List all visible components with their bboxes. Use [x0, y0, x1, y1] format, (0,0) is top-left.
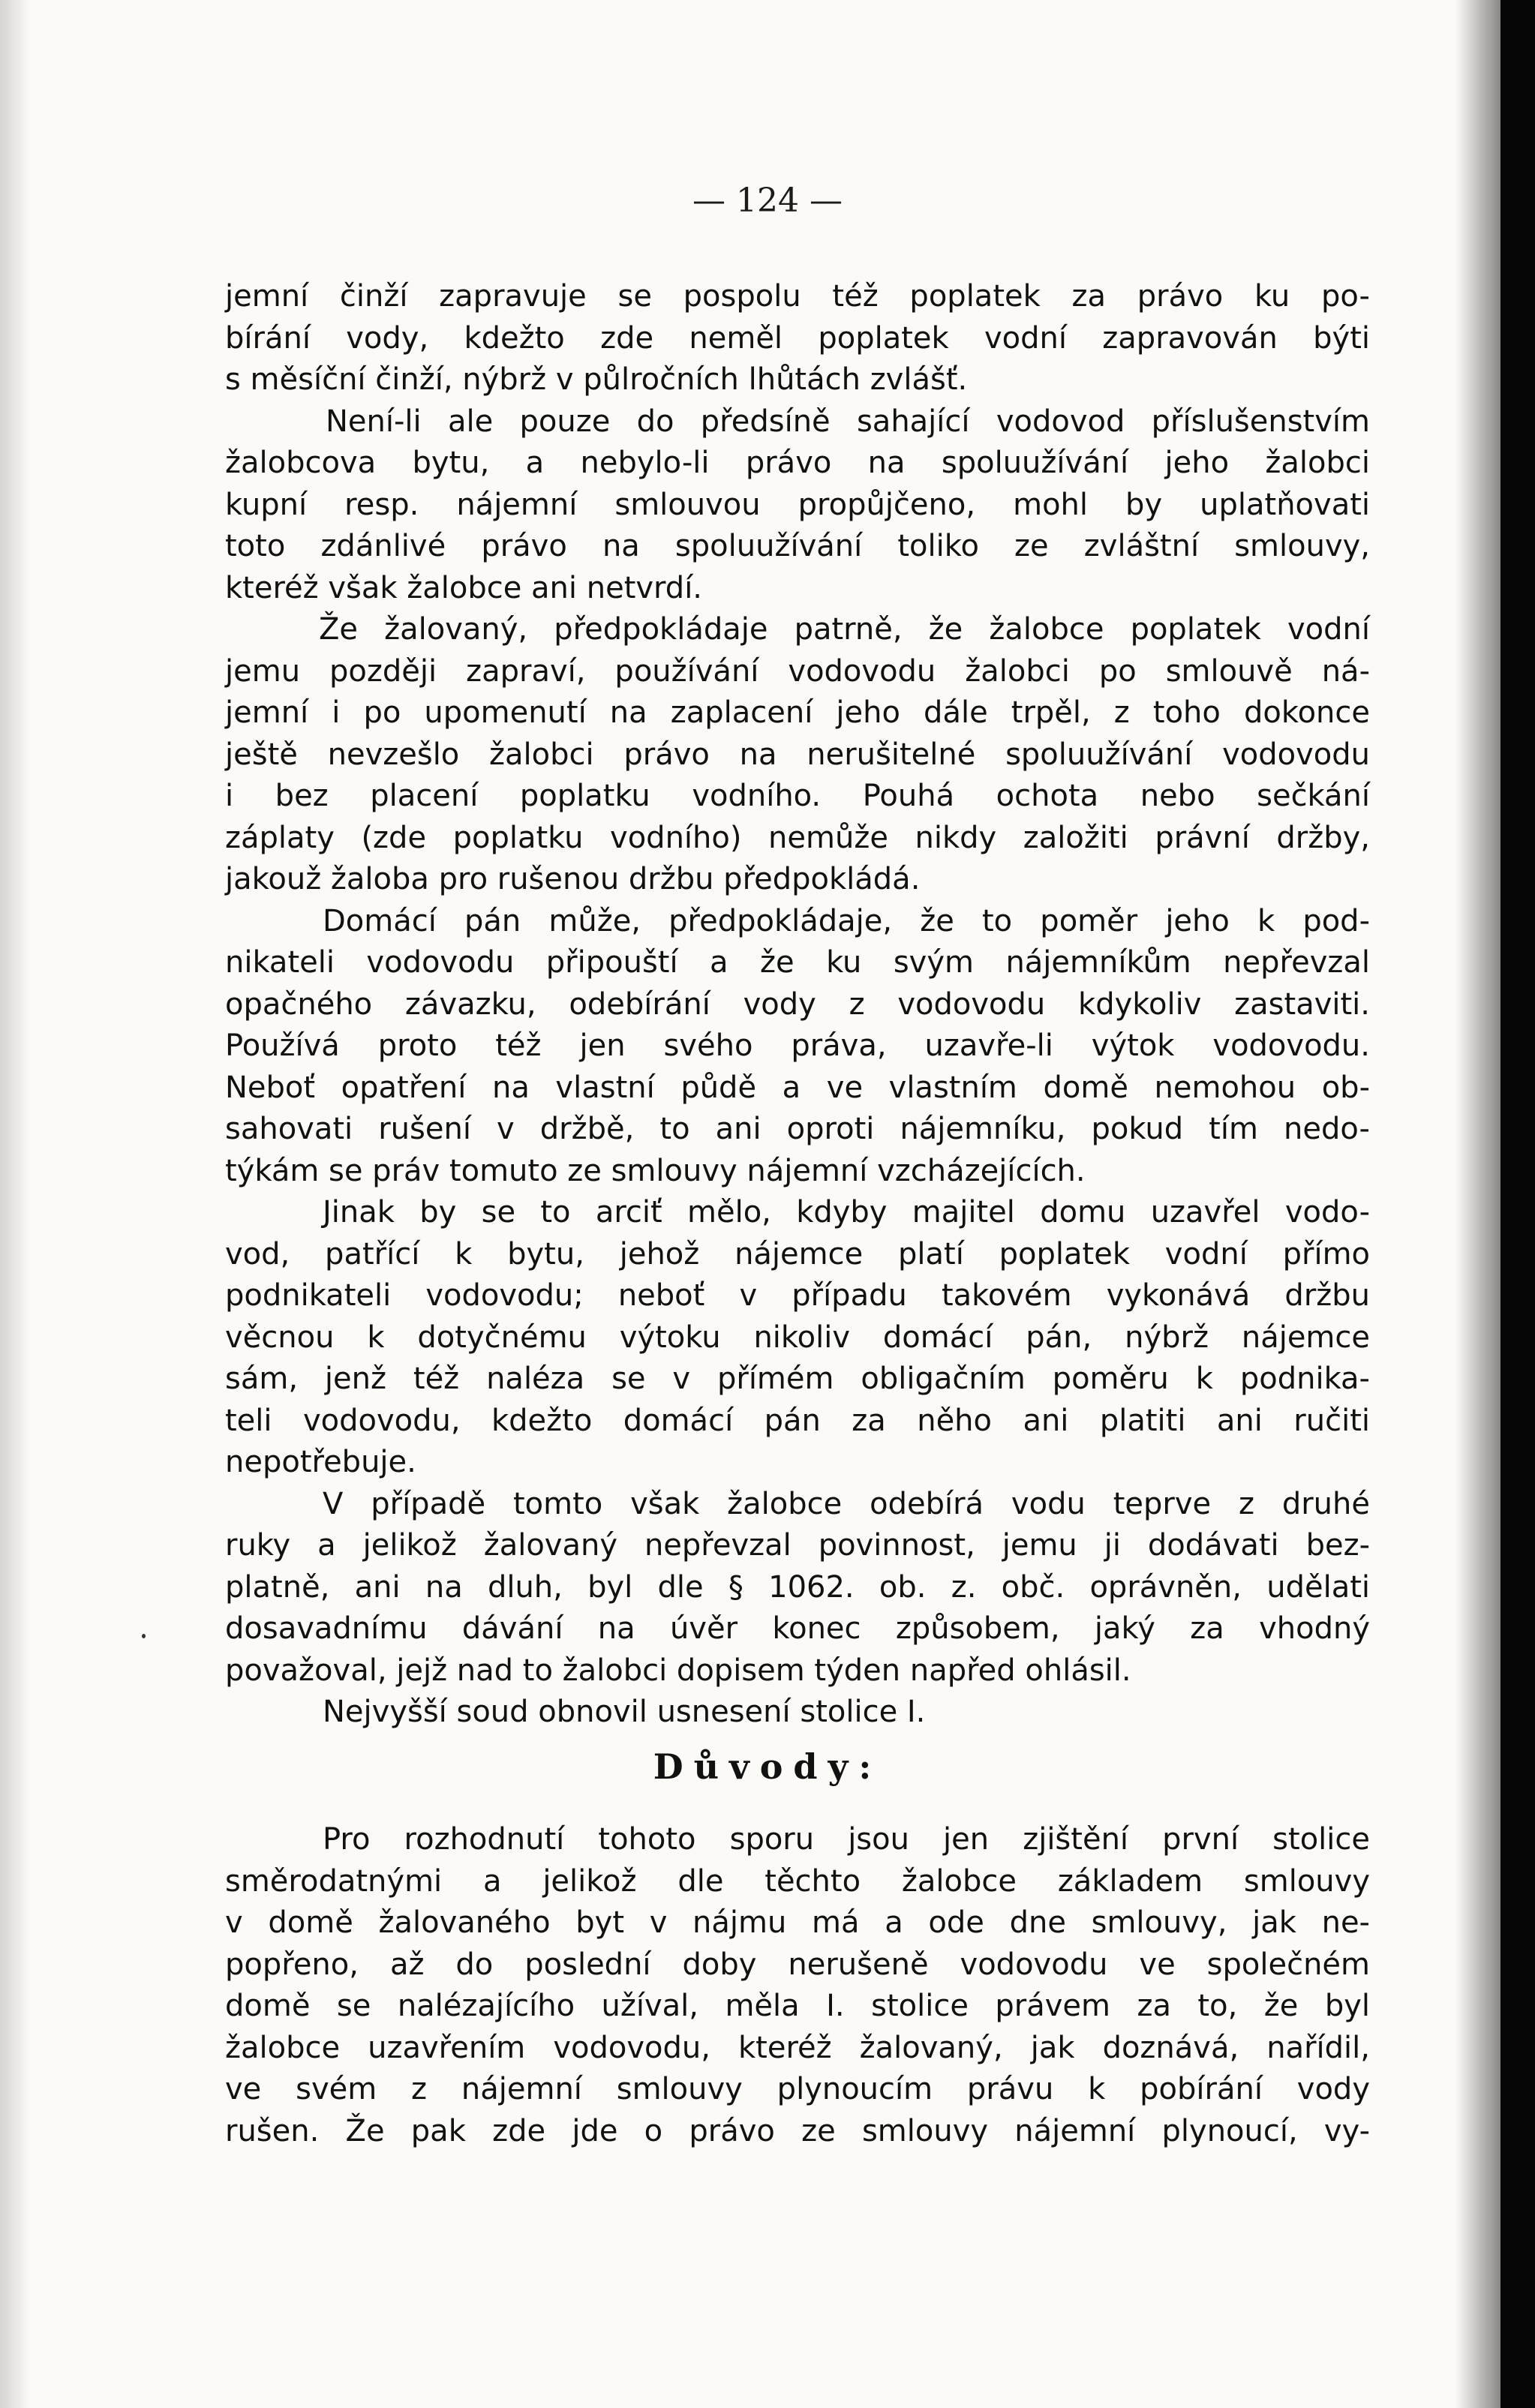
- text-line: týkám se práv tomuto ze smlouvy nájemní vzcházejících.: [225, 1153, 1086, 1188]
- page-gutter-shadow: [0, 0, 30, 2408]
- text-line: nepotřebuje.: [225, 1445, 416, 1479]
- text-line: Není-li ale pouze do předsíně sahající vodovod příslušenstvím: [326, 404, 1370, 439]
- text-line: Neboť opatření na vlastní půdě a ve vlastním domě nemohou ob-: [225, 1070, 1370, 1105]
- text-block-upper: [225, 276, 1370, 1734]
- scan-border: [1500, 0, 1535, 2408]
- text-line: nikateli vodovodu připouští a že ku svým nájemníkům nepřevzal: [225, 945, 1370, 980]
- text-line: Že žalovaný, předpokládaje patrně, že žalobce poplatek vodní: [319, 612, 1370, 647]
- text-line: domě se nalézajícího užíval, měla I. stolice právem za to, že byl: [225, 1989, 1370, 2023]
- text-line: toto zdánlivé právo na spoluužívání toliko ze zvláštní smlouvy,: [225, 529, 1370, 563]
- text-line: Pro rozhodnutí tohoto sporu jsou jen zjištění první stolice: [323, 1822, 1370, 1857]
- text-line: sám, jenž též naléza se v přímém obligačním poměru k podnika-: [225, 1362, 1370, 1396]
- page-number: — 124 —: [692, 182, 843, 220]
- text-line: popřeno, až do poslední doby nerušeně vodovodu ve společném: [225, 1947, 1370, 1982]
- text-line: teli vodovodu, kdežto domácí pán za něho ani platiti ani ručiti: [225, 1403, 1370, 1438]
- text-line: ruky a jelikož žalovaný nepřevzal povinnost, jemu ji dodávati bez-: [225, 1528, 1370, 1563]
- text-line: Domácí pán může, předpokládaje, že to poměr jeho k pod-: [323, 903, 1370, 938]
- text-line: i bez placení poplatku vodního. Pouhá ochota nebo sečkání: [225, 779, 1370, 813]
- text-line: ve svém z nájemní smlouvy plynoucím právu k pobírání vody: [225, 2072, 1370, 2106]
- text-line: žalobce uzavřením vodovodu, kteréž žalovaný, jak doznává, nařídil,: [225, 2030, 1370, 2065]
- text-line: dosavadnímu dávání na úvěr konec způsobem, jaký za vhodný: [225, 1611, 1370, 1646]
- ink-speck: [142, 1634, 146, 1638]
- page-edge-shadow: [1455, 0, 1500, 2408]
- text-line: sahovati rušení v držbě, to ani oproti nájemníku, pokud tím nedo-: [225, 1112, 1370, 1146]
- text-block-lower: [225, 1819, 1370, 2152]
- text-line: s měsíční činží, nýbrž v půlročních lhůtách zvlášť.: [225, 362, 968, 397]
- text-line: opačného závazku, odebírání vody z vodovodu kdykoliv zastaviti.: [225, 986, 1370, 1022]
- text-line: Používá proto též jen svého práva, uzavře-li výtok vodovodu.: [225, 1028, 1370, 1063]
- text-line: Nejvyšší soud obnovil usnesení stolice I.: [323, 1695, 926, 1729]
- text-line: rušen. Že pak zde jde o právo ze smlouvy nájemní plynoucí, vy-: [225, 2113, 1370, 2148]
- text-line: jemu později zapraví, používání vodovodu žalobci po smlouvě ná-: [225, 653, 1370, 689]
- text-line: považoval, jejž nad to žalobci dopisem týden napřed ohlásil.: [225, 1653, 1131, 1688]
- text-line: směrodatnými a jelikož dle těchto žalobce základem smlouvy: [225, 1863, 1370, 1899]
- section-heading: Důvody:: [653, 1746, 882, 1787]
- text-line: v domě žalovaného byt v nájmu má a ode dne smlouvy, jak ne-: [225, 1905, 1370, 1940]
- text-line: platně, ani na dluh, byl dle § 1062. ob. z. obč. oprávněn, udělati: [225, 1569, 1370, 1605]
- text-line: věcnou k dotyčnému výtoku nikoliv domácí pán, nýbrž nájemce: [225, 1320, 1370, 1355]
- text-line: jemní činží zapravuje se pospolu též poplatek za právo ku po-: [225, 279, 1370, 314]
- text-line: záplaty (zde poplatku vodního) nemůže nikdy založiti právní držby,: [225, 820, 1370, 855]
- text-line: žalobcova bytu, a nebylo-li právo na spoluužívání jeho žalobci: [225, 446, 1370, 480]
- text-line: kupní resp. nájemní smlouvou propůjčeno, mohl by uplatňovati: [225, 487, 1370, 522]
- text-line: vod, patřící k bytu, jehož nájemce platí poplatek vodní přímo: [225, 1236, 1370, 1272]
- text-line: bírání vody, kdežto zde neměl poplatek vodní zapravován býti: [225, 320, 1370, 356]
- text-line: jemní i po upomenutí na zaplacení jeho dále trpěl, z toho dokonce: [225, 695, 1370, 730]
- text-line: podnikateli vodovodu; neboť v případu takovém vykonává držbu: [225, 1278, 1370, 1313]
- text-line: V případě tomto však žalobce odebírá vodu teprve z druhé: [323, 1486, 1370, 1521]
- text-line: ještě nevzešlo žalobci právo na nerušitelné spoluužívání vodovodu: [225, 737, 1370, 772]
- text-line: jakouž žaloba pro rušenou držbu předpokládá.: [225, 862, 921, 896]
- text-line: Jinak by se to arciť mělo, kdyby majitel domu uzavřel vodo-: [323, 1195, 1370, 1230]
- text-line: kteréž však žalobce ani netvrdí.: [225, 570, 703, 605]
